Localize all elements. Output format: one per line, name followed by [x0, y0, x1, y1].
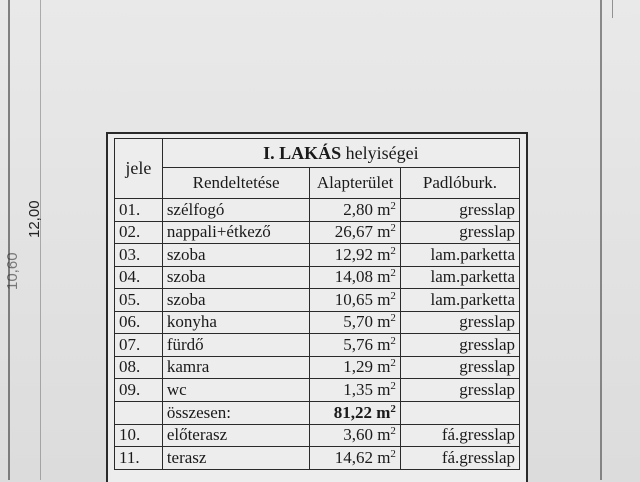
extra-room-rows — [115, 424, 520, 469]
room-area-value: 14,08 — [334, 267, 373, 287]
column-header-floor: Padlóburk. — [400, 168, 519, 199]
dimension-label-12: 12,00 — [26, 200, 43, 238]
room-area — [310, 289, 401, 312]
drawing-line-right-2 — [612, 0, 613, 18]
table-row — [115, 266, 520, 289]
room-area-value: 12,92 — [334, 244, 373, 264]
room-area — [310, 244, 401, 267]
room-name: nappali+étkező — [162, 221, 310, 244]
room-rows — [115, 199, 520, 402]
room-name: terasz — [162, 447, 310, 470]
room-number: 06. — [115, 311, 163, 334]
table-row — [115, 447, 520, 470]
room-floor: fá.gresslap — [400, 424, 519, 447]
room-area-exp: 2 — [390, 334, 396, 347]
room-name: szoba — [162, 289, 310, 312]
table-row — [115, 356, 520, 379]
room-area-value: 1,29 — [343, 357, 373, 377]
column-header-name: Rendeltetése — [162, 168, 310, 199]
room-area — [310, 447, 401, 470]
room-name: kamra — [162, 356, 310, 379]
room-area — [310, 311, 401, 334]
table-row — [115, 199, 520, 222]
room-area-exp: 2 — [390, 447, 396, 460]
room-floor: gresslap — [400, 221, 519, 244]
room-name: szoba — [162, 266, 310, 289]
table-row — [115, 289, 520, 312]
room-area-value: 5,70 — [343, 312, 373, 332]
room-area-unit: m — [377, 289, 391, 309]
drawing-line-right — [600, 0, 602, 480]
room-floor: gresslap — [400, 356, 519, 379]
table-title — [162, 139, 519, 168]
room-name: konyha — [162, 311, 310, 334]
room-area-unit: m — [377, 267, 391, 287]
room-area-exp: 2 — [390, 267, 396, 280]
room-floor: fá.gresslap — [400, 447, 519, 470]
column-header-area: Alapterület — [310, 168, 401, 199]
room-area-unit: m — [377, 447, 391, 467]
column-header-jele: jele — [115, 139, 163, 199]
room-number: 08. — [115, 356, 163, 379]
room-area-unit: m — [377, 222, 391, 242]
room-number: 10. — [115, 424, 163, 447]
room-area — [310, 266, 401, 289]
room-floor: lam.parketta — [400, 289, 519, 312]
room-area — [310, 334, 401, 357]
table-title-bold: I. LAKÁS — [263, 142, 342, 163]
room-name: szoba — [162, 244, 310, 267]
dimension-label-10: 10,60 — [4, 252, 21, 290]
room-number: 05. — [115, 289, 163, 312]
room-number: 07. — [115, 334, 163, 357]
room-number: 02. — [115, 221, 163, 244]
room-area-value: 14,62 — [334, 447, 373, 467]
table-title-rest: helyiségei — [341, 142, 419, 163]
room-area-unit: m — [377, 312, 391, 332]
room-area-exp: 2 — [390, 222, 396, 235]
room-area-unit: m — [377, 425, 391, 445]
table-row — [115, 221, 520, 244]
total-spacer — [115, 401, 163, 424]
room-area-unit: m — [377, 379, 391, 399]
room-area-exp: 2 — [390, 425, 396, 438]
room-number: 01. — [115, 199, 163, 222]
room-number: 11. — [115, 447, 163, 470]
room-area-exp: 2 — [390, 244, 396, 257]
drawing-line-left-2 — [40, 0, 41, 480]
table-row — [115, 311, 520, 334]
room-floor: gresslap — [400, 334, 519, 357]
room-name: előterasz — [162, 424, 310, 447]
room-area-exp: 2 — [390, 357, 396, 370]
room-floor: lam.parketta — [400, 266, 519, 289]
total-area-unit: m — [376, 402, 391, 422]
room-area-unit: m — [377, 199, 391, 219]
total-area — [310, 401, 401, 424]
room-floor: lam.parketta — [400, 244, 519, 267]
room-area-unit: m — [377, 334, 391, 354]
room-floor: gresslap — [400, 311, 519, 334]
table-row — [115, 244, 520, 267]
total-label: összesen: — [162, 401, 310, 424]
room-area-value: 2,80 — [343, 199, 373, 219]
room-area-value: 5,76 — [343, 334, 373, 354]
total-floor-empty — [400, 401, 519, 424]
room-schedule-table — [114, 138, 520, 470]
room-area-value: 10,65 — [334, 289, 373, 309]
room-name: fürdő — [162, 334, 310, 357]
room-area-exp: 2 — [390, 379, 396, 392]
room-area-value: 3,60 — [343, 425, 373, 445]
room-area-exp: 2 — [390, 199, 396, 212]
room-area-value: 1,35 — [343, 379, 373, 399]
room-name: wc — [162, 379, 310, 402]
room-area — [310, 379, 401, 402]
total-area-exp: 2 — [390, 402, 396, 415]
room-number: 03. — [115, 244, 163, 267]
room-area-exp: 2 — [390, 312, 396, 325]
table-row — [115, 379, 520, 402]
drawing-line-left — [8, 0, 10, 480]
room-number: 09. — [115, 379, 163, 402]
table-row — [115, 334, 520, 357]
room-area-exp: 2 — [390, 289, 396, 302]
room-floor: gresslap — [400, 199, 519, 222]
room-area-unit: m — [377, 244, 391, 264]
total-area-value: 81,22 — [333, 402, 372, 422]
room-number: 04. — [115, 266, 163, 289]
room-area — [310, 356, 401, 379]
table-row — [115, 424, 520, 447]
room-schedule-frame — [106, 132, 528, 482]
room-area — [310, 424, 401, 447]
room-floor: gresslap — [400, 379, 519, 402]
room-area-value: 26,67 — [334, 222, 373, 242]
room-area — [310, 221, 401, 244]
room-name: szélfogó — [162, 199, 310, 222]
room-area — [310, 199, 401, 222]
room-area-unit: m — [377, 357, 391, 377]
